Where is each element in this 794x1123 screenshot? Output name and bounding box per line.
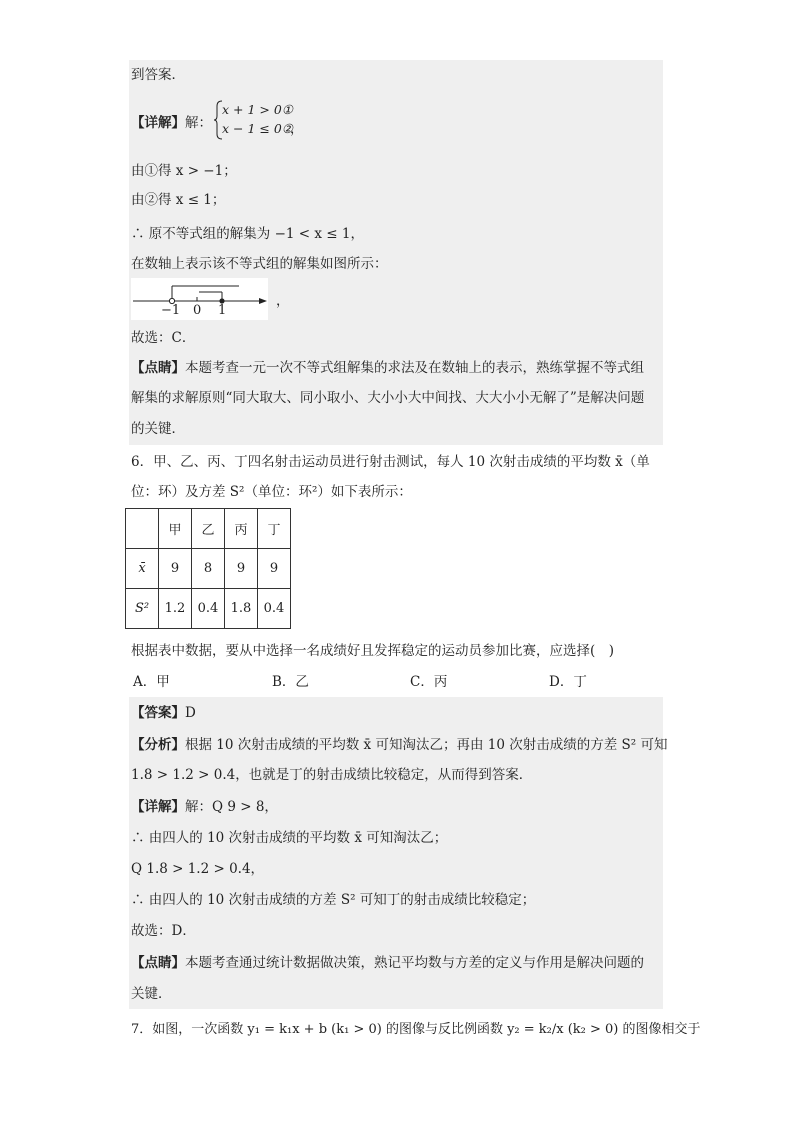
table-row-mean — [126, 549, 291, 589]
numberline-tail: ， — [276, 293, 290, 309]
dianjing-line-1 — [131, 357, 644, 379]
dianjing-text: 本题考查通过统计数据做决策，熟记平均数与方差的定义与作用是解决问题的 — [185, 955, 644, 971]
text-line: ∴ 由四人的 10 次射击成绩的方差 S² 可知丁的射击成绩比较稳定； — [131, 892, 536, 908]
tick-label-neg1: −1 — [161, 303, 181, 318]
table-cell: 9 — [159, 549, 192, 589]
analysis-label: 【分析】 — [131, 737, 185, 753]
option-b: B．乙 — [272, 674, 309, 690]
text-line: 关键． — [131, 986, 172, 1002]
detail-text: 解： — [185, 115, 212, 131]
question-7-line-1: 7．如图，一次函数 y₁ = k₁x + b (k₁ > 0) 的图像与反比例函数 y₂ = k₂/x (k₂ > 0) 的图像相交于 — [131, 1022, 701, 1037]
text-line: 在数轴上表示该不等式组的解集如图所示： — [131, 256, 388, 272]
answer-label: 【答案】 — [131, 705, 185, 721]
table-cell: x̄ — [126, 549, 159, 589]
table-cell: 1.2 — [159, 589, 192, 629]
text-line: 到答案． — [131, 67, 185, 83]
table-cell: 0.4 — [258, 589, 291, 629]
text-line: 由①得 x > −1； — [131, 163, 237, 179]
dianjing-label: 【点睛】 — [131, 955, 185, 971]
text-line: 解集的求解原则“同大取大、同小取小、大小小大中间找、大大小小无解了”是解决问题 — [131, 390, 645, 406]
text-line: ∴ 原不等式组的解集为 −1 < x ≤ 1， — [131, 226, 364, 242]
detail-label: 【详解】 — [131, 799, 185, 815]
table-cell: 乙 — [192, 509, 225, 549]
text-line: 故选：D． — [131, 923, 196, 939]
tick-label-1: 1 — [218, 303, 227, 318]
text-line: 由②得 x ≤ 1； — [131, 192, 226, 208]
answer-line — [131, 702, 196, 724]
table-cell: S² — [126, 589, 159, 629]
table-cell: 1.8 — [225, 589, 258, 629]
detail-label: 【详解】 — [131, 115, 185, 131]
text-line: Q 1.8 > 1.2 > 0.4， — [131, 861, 265, 877]
score-table — [125, 508, 291, 629]
table-cell: 8 — [192, 549, 225, 589]
inequality-row-2: x − 1 ≤ 0② — [222, 121, 294, 136]
answer-text: D — [185, 705, 196, 721]
dianjing-text: 本题考查一元一次不等式组解集的求法及在数轴上的表示，熟练掌握不等式组 — [185, 360, 644, 376]
text-line: ∴ 由四人的 10 次射击成绩的平均数 x̄ 可知淘汰乙； — [131, 830, 448, 846]
table-row-variance — [126, 589, 291, 629]
dianjing-label: 【点睛】 — [131, 360, 185, 376]
dianjing-line-2 — [131, 952, 644, 974]
table-cell: 甲 — [159, 509, 192, 549]
analysis-line-2: 1.8 > 1.2 > 0.4，也就是丁的射击成绩比较稳定，从而得到答案． — [131, 767, 533, 783]
option-c: C．丙 — [410, 674, 448, 690]
analysis-line-1 — [131, 734, 667, 756]
table-cell: 丙 — [225, 509, 258, 549]
table-cell: 9 — [225, 549, 258, 589]
table-row-header — [126, 509, 291, 549]
detail-text: 解：Q 9 > 8， — [185, 799, 278, 815]
question-6-line-1: 6．甲、乙、丙、丁四名射击运动员进行射击测试，每人 10 次射击成绩的平均数 x̄（单 — [131, 454, 650, 470]
text-line: 的关键． — [131, 421, 185, 437]
analysis-text: 根据 10 次射击成绩的平均数 x̄ 可知淘汰乙；再由 10 次射击成绩的方差 S² 可知 — [185, 737, 668, 753]
detail-line-2 — [131, 796, 278, 818]
tick-label-0: 0 — [193, 303, 202, 318]
number-line-figure — [131, 278, 268, 320]
text-line: 故选：C． — [131, 330, 196, 346]
question-6-line-2: 位：环）及方差 S²（单位：环²）如下表所示： — [131, 484, 412, 500]
option-a: A．甲 — [133, 674, 170, 690]
table-cell: 丁 — [258, 509, 291, 549]
question-6-line-3: 根据表中数据，要从中选择一名成绩好且发挥稳定的运动员参加比赛，应选择( ) — [131, 643, 615, 659]
table-cell — [126, 509, 159, 549]
system-tail: ， — [290, 121, 304, 137]
table-cell: 0.4 — [192, 589, 225, 629]
inequality-system — [222, 100, 293, 138]
table-cell: 9 — [258, 549, 291, 589]
detail-line-1 — [131, 112, 212, 134]
inequality-row-1: x + 1 > 0① — [222, 102, 294, 117]
option-d: D．丁 — [549, 674, 587, 690]
